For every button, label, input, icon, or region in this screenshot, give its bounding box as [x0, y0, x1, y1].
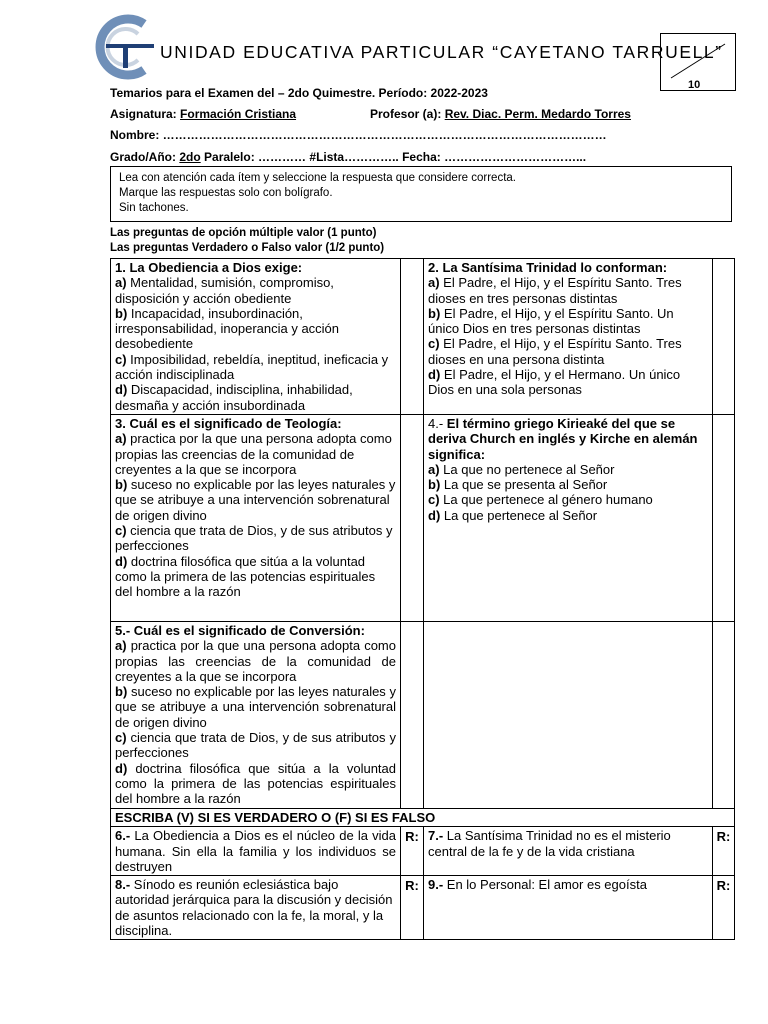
question-8: 8.- Sínodo es reunión eclesiástica bajo autoridad jerárquica para la discusión y decisión de asuntos relacionado con la fe, la moral, y la disciplina. — [111, 876, 401, 940]
question-3 — [111, 414, 401, 621]
paralelo-lista-fecha[interactable]: Paralelo: ………… #Lista………….. Fecha: ……………………………... — [204, 150, 587, 164]
option-d[interactable]: d) La que pertenece al Señor — [428, 507, 598, 523]
profesor-label: Profesor (a): — [370, 107, 442, 121]
question-2 — [424, 259, 713, 415]
question-5 — [111, 621, 401, 808]
question-9: 9.- En lo Personal: El amor es egoísta — [424, 876, 713, 940]
option-d[interactable]: d) doctrina filosófica que sitúa a la voluntad como la primera de las potencias espirituales del hombre a la razón — [115, 553, 376, 600]
grado-value: 2do — [179, 150, 201, 164]
instructions-box — [110, 166, 732, 222]
answer-r-cell[interactable]: R: — [713, 827, 735, 876]
option-d[interactable]: d) doctrina filosófica que sitúa a la voluntad como la primera de las potencias espirituales del hombre a la razón — [115, 760, 396, 807]
nombre-field[interactable]: Nombre: ………………………………………………………………………………………………… — [110, 128, 607, 142]
option-a[interactable]: a) practica por la que una persona adopta como propias las creencias de la comunidad de creyentes a la que se incorpora — [115, 638, 396, 684]
option-c[interactable]: c) ciencia que trata de Dios, y de sus atributos y perfecciones — [115, 730, 396, 761]
answer-r-cell[interactable]: R: — [713, 876, 735, 940]
option-a[interactable]: a) La que no pertenece al Señor — [428, 461, 615, 477]
instruction-line: Marque las respuestas solo con bolígrafo. — [119, 187, 333, 199]
option-b[interactable]: b) Incapacidad, insubordinación, irresponsabilidad, inoperancia y acción desobediente — [115, 305, 340, 352]
school-logo — [92, 14, 158, 80]
slash-mark — [669, 42, 727, 80]
asignatura-value: Formación Cristiana — [180, 107, 297, 121]
option-b[interactable]: b) suceso no explicable por las leyes naturales y que se atribuye a una intervención sobrenatural de origen divino — [115, 477, 396, 523]
option-a[interactable]: a) practica por la que una persona adopta como propias las creencias de la comunidad de creyentes a la que se incorpora — [115, 431, 392, 477]
empty-cell — [713, 621, 735, 808]
value-note-truefalse: Las preguntas Verdadero o Falso valor (1/2 punto) — [110, 242, 385, 254]
answer-cell[interactable] — [713, 414, 735, 621]
profesor-value: Rev. Diac. Perm. Medardo Torres — [444, 107, 631, 121]
option-a[interactable]: a) El Padre, el Hijo, y el Espíritu Santo. Tres dioses en tres personas distintas — [428, 275, 682, 306]
answer-cell[interactable] — [713, 259, 735, 415]
option-c[interactable]: c) Imposibilidad, rebeldía, ineptitud, ineficacia y acción indisciplinada — [115, 351, 389, 383]
question-title: 2. La Santísima Trinidad lo conforman: — [428, 260, 668, 275]
profesor-line — [370, 107, 631, 121]
question-title: 4.- El término griego Kirieaké del que se deriva Church en inglés y Kirche en alemán significa: — [428, 415, 698, 462]
question-7: 7.- La Santísima Trinidad no es el misterio central de la fe y de la vida cristiana — [424, 827, 713, 876]
option-c[interactable]: c) El Padre, el Hijo, y el Espíritu Santo. Tres dioses en una persona distinta — [428, 336, 682, 367]
question-1 — [111, 259, 401, 415]
answer-cell[interactable] — [401, 259, 424, 415]
grade-value: 10 — [688, 79, 701, 91]
question-title: 5.- Cuál es el significado de Conversión: — [115, 622, 365, 638]
question-6: 6.- La Obediencia a Dios es el núcleo de la vida humana. Sin ella la familia y los individuos se destruyen — [111, 827, 401, 876]
grado-line[interactable] — [110, 150, 586, 164]
option-c[interactable]: c) La que pertenece al género humano — [428, 492, 653, 508]
empty-cell — [424, 621, 713, 808]
option-a[interactable]: a) Mentalidad, sumisión, compromiso, disposición y acción obediente — [115, 275, 334, 306]
school-name: UNIDAD EDUCATIVA PARTICULAR “CAYETANO TARRUELL” — [160, 42, 723, 62]
question-title: 1. La Obediencia a Dios exige: — [115, 260, 303, 275]
question-4 — [424, 414, 713, 621]
option-d[interactable]: d) Discapacidad, indisciplina, inhabilidad, desmaña y acción insubordinada — [115, 382, 353, 413]
asignatura-label: Asignatura: — [110, 107, 177, 121]
temario-line: Temarios para el Examen del – 2do Quimestre. Período: 2022-2023 — [110, 86, 488, 100]
asignatura-line — [110, 107, 296, 121]
option-b[interactable]: b) La que se presenta al Señor — [428, 477, 608, 493]
grado-label: Grado/Año: — [110, 150, 176, 164]
option-b[interactable]: b) El Padre, el Hijo, y el Espíritu Santo. Un único Dios en tres personas distintas — [428, 305, 674, 337]
truefalse-heading: ESCRIBA (V) SI ES VERDADERO O (F) SI ES FALSO — [111, 808, 735, 826]
answer-cell[interactable] — [401, 621, 424, 808]
instruction-line: Sin tachones. — [119, 202, 189, 214]
option-d[interactable]: d) El Padre, el Hijo, y el Hermano. Un único Dios en una sola personas — [428, 367, 681, 398]
answer-r-cell[interactable]: R: — [401, 876, 424, 940]
value-note-multiple: Las preguntas de opción múltiple valor (1 punto) — [110, 227, 377, 239]
questions-table — [110, 258, 735, 940]
instruction-line: Lea con atención cada ítem y seleccione la respuesta que considere correcta. — [119, 172, 516, 184]
answer-cell[interactable] — [401, 414, 424, 621]
option-b[interactable]: b) suceso no explicable por las leyes naturales y que se atribuye a una intervención sobrenatural de origen divino — [115, 684, 396, 730]
option-c[interactable]: c) ciencia que trata de Dios, y de sus atributos y perfecciones — [115, 523, 393, 554]
question-title: 3. Cuál es el significado de Teología: — [115, 415, 342, 431]
answer-r-cell[interactable]: R: — [401, 827, 424, 876]
